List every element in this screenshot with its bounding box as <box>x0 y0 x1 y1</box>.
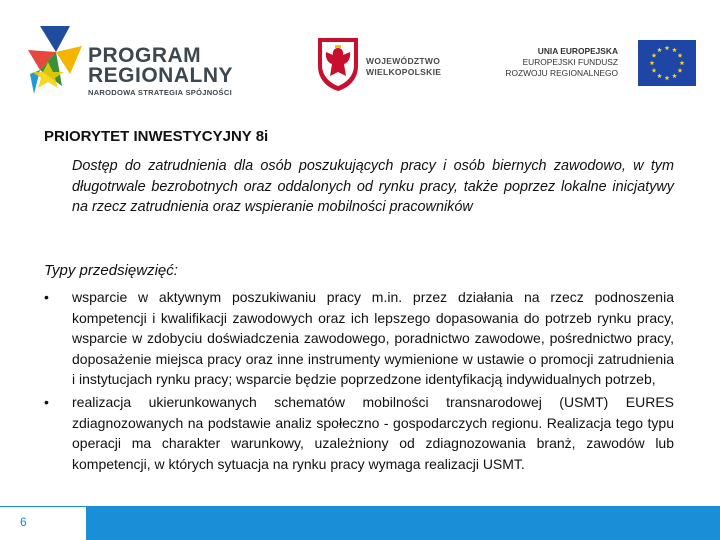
eu-star-icon <box>678 53 683 58</box>
eagle-crest-icon <box>316 36 360 92</box>
wielkopolska-logo <box>316 36 456 92</box>
eu-star-icon <box>665 75 670 80</box>
eu-star-icon <box>657 47 662 52</box>
list-item <box>44 392 674 474</box>
types-list <box>44 287 674 474</box>
wielkopolska-line2: WIELKOPOLSKIE <box>366 67 442 77</box>
eu-line1: UNIA EUROPEJSKA <box>537 46 618 56</box>
eu-star-icon <box>657 73 662 78</box>
eu-star-icon <box>652 68 657 73</box>
eu-star-icon <box>650 60 655 65</box>
eu-logo <box>496 40 696 88</box>
program-regionalny-logo <box>26 24 256 100</box>
types-heading: Typy przedsięwzięć: <box>44 262 178 279</box>
page-title: PRIORYTET INWESTYCYJNY 8i <box>44 128 269 145</box>
program-regionalny-subtitle: NARODOWA STRATEGIA SPÓJNOŚCI <box>88 88 232 97</box>
program-regionalny-line1: PROGRAM <box>88 44 202 67</box>
eu-star-icon <box>665 45 670 50</box>
eu-star-icon <box>652 53 657 58</box>
priority-description: Dostęp do zatrudnienia dla osób poszukujących pracy i osób biernych zawodowo, w tym długotrwale bezrobotnych oraz oddalonych od rynku pracy, także poprzez lokalne inicjatywy na rzecz zatrudnienia oraz wspieranie mobilności pracowników <box>72 158 674 215</box>
list-item-text: realizacja ukierunkowanych schematów mobilności transnarodowej (USMT) EURES zdiagnozowanych na podstawie analiz społeczno - gospodarczych regionu. Realizacja tego typu operacji ma charakter warunkowy, uzależniony od zdiagnozowania branż, zawodów lub kompetencji, w których sytuacja na rynku pracy wymaga realizacji USMT. <box>72 393 674 472</box>
eu-flag-icon <box>638 40 696 86</box>
eu-line3: ROZWOJU REGIONALNEGO <box>505 68 618 78</box>
list-item <box>44 287 674 390</box>
logo-bar <box>0 0 720 120</box>
wielkopolska-line1: WOJEWÓDZTWO <box>366 56 441 66</box>
eu-star-icon <box>680 60 685 65</box>
eu-star-icon <box>678 68 683 73</box>
page-number: 6 <box>20 515 27 529</box>
list-item-text: wsparcie w aktywnym poszukiwaniu pracy m.in. przez działania na rzecz podnoszenia kompetencji i kwalifikacji zawodowych oraz ich lepszego dopasowania do potrzeb rynku pracy, wsparcie w zdobyciu doświadczenia zawodowego, poradnictwo zawodowe, pośrednictwo pracy, doposażenie miejsca pracy oraz inne instrumenty wymienione w ustawie o promocji zatrudnienia i instytucjach rynku pracy; wsparcie będzie poprzedzone identyfikacją indywidualnych potrzeb, <box>72 289 674 388</box>
eu-star-icon <box>672 47 677 52</box>
eu-line2: EUROPEJSKI FUNDUSZ <box>522 57 618 67</box>
program-regionalny-emblem-icon <box>26 24 86 100</box>
bullet-icon: • <box>44 393 49 410</box>
footer-bar <box>0 506 720 540</box>
bullet-icon: • <box>44 289 49 305</box>
eu-star-icon <box>672 73 677 78</box>
program-regionalny-line2: REGIONALNY <box>88 64 234 87</box>
page-number-box <box>0 506 86 540</box>
